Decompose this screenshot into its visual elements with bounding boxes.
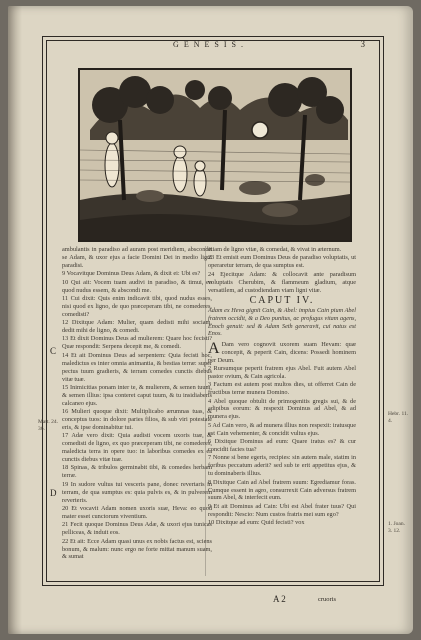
margin-letter: C [50,346,57,356]
margin-letter: D [50,488,57,498]
verse-paragraph: 23 Et emisit eum Dominus Deus de paradiso voluptatis, ut operaretur terram, de qua sumptus est. [208,254,356,270]
margin-note: 1. Joan. 3. 12. [388,521,405,534]
verse-paragraph: 9 Vocavitque Dominus Deus Adam, & dixit ei: Ubi es? [62,270,201,278]
verse-paragraph: 13 Et dixit Dominus Deus ad mulierem: Quare hoc fecisti? Quæ respondit: Serpens decepit me, & comedi. [62,335,212,351]
verse-paragraph: 15 Inimicitias ponam inter te, & mulierem, & semen tuum, & semen illius: ipsa conteret caput tuum, & tu insidiaberis calcaneo ejus. [62,383,212,407]
verse-paragraph-first [208,341,356,365]
verse-paragraph: 7 Nonne si bene egeris, recipies: sin autem male, statim in foribus peccatum aderit? sed sub te erit appetitus ejus, & tu dominaberis illius. [208,454,356,478]
book-page [8,6,413,634]
right-column [208,246,356,528]
verse-paragraph: 3 Factum est autem post multos dies, ut offerret Cain de fructibus terræ munera Domino. [208,381,356,397]
verse-paragraph: 8 Dixitque Cain ad Abel fratrem suum: Egrediamur foras. Cumque essent in agro, consurrexit Cain adversus fratrem suum Abel, & interfecit eum. [208,478,356,502]
verse-paragraph: 2 Rursumque peperit fratrem ejus Abel. Fuit autem Abel pastor ovium, & Cain agricola. [208,364,356,380]
running-head: GENESIS. [173,40,248,49]
verse-paragraph: 10 Dixitque ad eum: Quid fecisti? vox [208,519,305,527]
verse-paragraph: 19 In sudore vultus tui vesceris pane, donec revertaris in terram, de qua sumptus es: quia pulvis es, & in pulverem reverteris. [62,480,212,504]
verse-paragraph: 16 Mulieri quoque dixit: Multiplicabo ærumnas tuas, & conceptus tuos: in dolore paries filios, & sub viri potestate eris, & ipse dominabitur tui. [62,408,212,431]
spine-shadow [8,6,22,634]
verse-paragraph: etiam de ligno vitæ, & comedat, & vivat in æternum. [208,246,342,253]
margin-note: Matt. 24. 36. [38,419,59,432]
signature-mark: A 2 [273,594,286,604]
verse-paragraph: 10 Qui ait: Vocem tuam audivi in paradiso, & timui, eo quod nudus essem, & abscondi me. [62,278,212,294]
verse-text: Dam vero cognovit uxorem suam Hevam: quæ concepit, & peperit Cain, dicens: Possedi hominem per Deum. [208,340,356,364]
verse-paragraph: 17 Adæ vero dixit: Quia audisti vocem uxoris tuæ, & comedisti de ligno, ex quo præceperam tibi, ne comederes, maledicta terra in opere tuo: in laboribus comedes ex ea cunctis diebus vitæ tuæ. [62,432,212,464]
verse-paragraph: 4 Abel quoque obtulit de primogenitis gregis sui, & de adipibus eorum: & respexit Dominus ad Abel, & ad munera ejus. [208,397,356,421]
verse-paragraph: 24 Ejecitque Adam: & collocavit ante paradisum voluptatis Cherubim, & flammeum gladium, atque versatilem, ad custodiendam viam ligni vitæ. [208,270,356,294]
left-column [62,246,212,562]
verse-paragraph: 18 Spinas, & tribulos germinabit tibi, & comedes herbam terræ. [62,464,212,480]
verse-paragraph: 11 Cui dixit: Quis enim indicavit tibi, quod nudus esses, nisi quod ex ligno, de quo præceperam tibi, ne comederes, comedisti? [62,294,212,318]
verse-paragraph: 14 Et ait Dominus Deus ad serpentem: Quia fecisti hoc, maledictus es inter omnia animantia, & bestias terræ: super pectus tuum gradieris, & terram comedes cunctis diebus vitæ tuæ. [62,351,212,383]
drop-cap: A [208,339,220,357]
page-number: 3 [360,39,365,49]
verse-paragraph: 22 Et ait: Ecce Adam quasi unus ex nobis factus est, sciens bonum, & malum: nunc ergo ne forte mittat manum suam, & sumat [62,537,212,561]
verse-paragraph: 9 Et ait Dominus ad Cain: Ubi est Abel frater tuus? Qui respondit: Nescio: Num custos fratris mei sum ego? [208,502,356,518]
verse-paragraph: ambulantis in paradiso ad auram post meridiem, abscondit se Adam, & uxor ejus a facie Domini Dei in medio ligni paradisi. [62,246,212,269]
margin-note: Hebr. 11. 4. [388,411,409,424]
catchword: cruoris [318,596,337,603]
woodcut-adam-and-eve-image [80,70,350,240]
chapter-summary: Adam ex Heva gignit Cain, & Abel: impius Cain pium Abel fratrem occidit, & a Deo punitus, ac profugus vitam agens, Enoch genuit: sed & Adam Seth generavit, cui natus est Enos. [208,307,356,338]
woodcut-illustration [78,68,352,242]
verse-paragraph: 6 Dixitque Dominus ad eum: Quare iratus es? & cur concidit facies tua? [208,438,356,453]
chapter-heading: CAPUT IV. [249,295,315,307]
verse-paragraph: 5 Ad Cain vero, & ad munera illius non respexit: iratusque est Cain vehementer, & concidit vultus ejus. [208,421,356,437]
verse-paragraph: 12 Dixitque Adam: Mulier, quam dedisti mihi sociam, dedit mihi de ligno, & comedi. [62,319,212,335]
verse-paragraph: 20 Et vocavit Adam nomen uxoris suæ, Heva: eo quod mater esset cunctorum viventium. [62,505,212,520]
verse-paragraph: 21 Fecit quoque Dominus Deus Adæ, & uxori ejus tunicas pelliceas, & induit eos. [62,521,212,537]
